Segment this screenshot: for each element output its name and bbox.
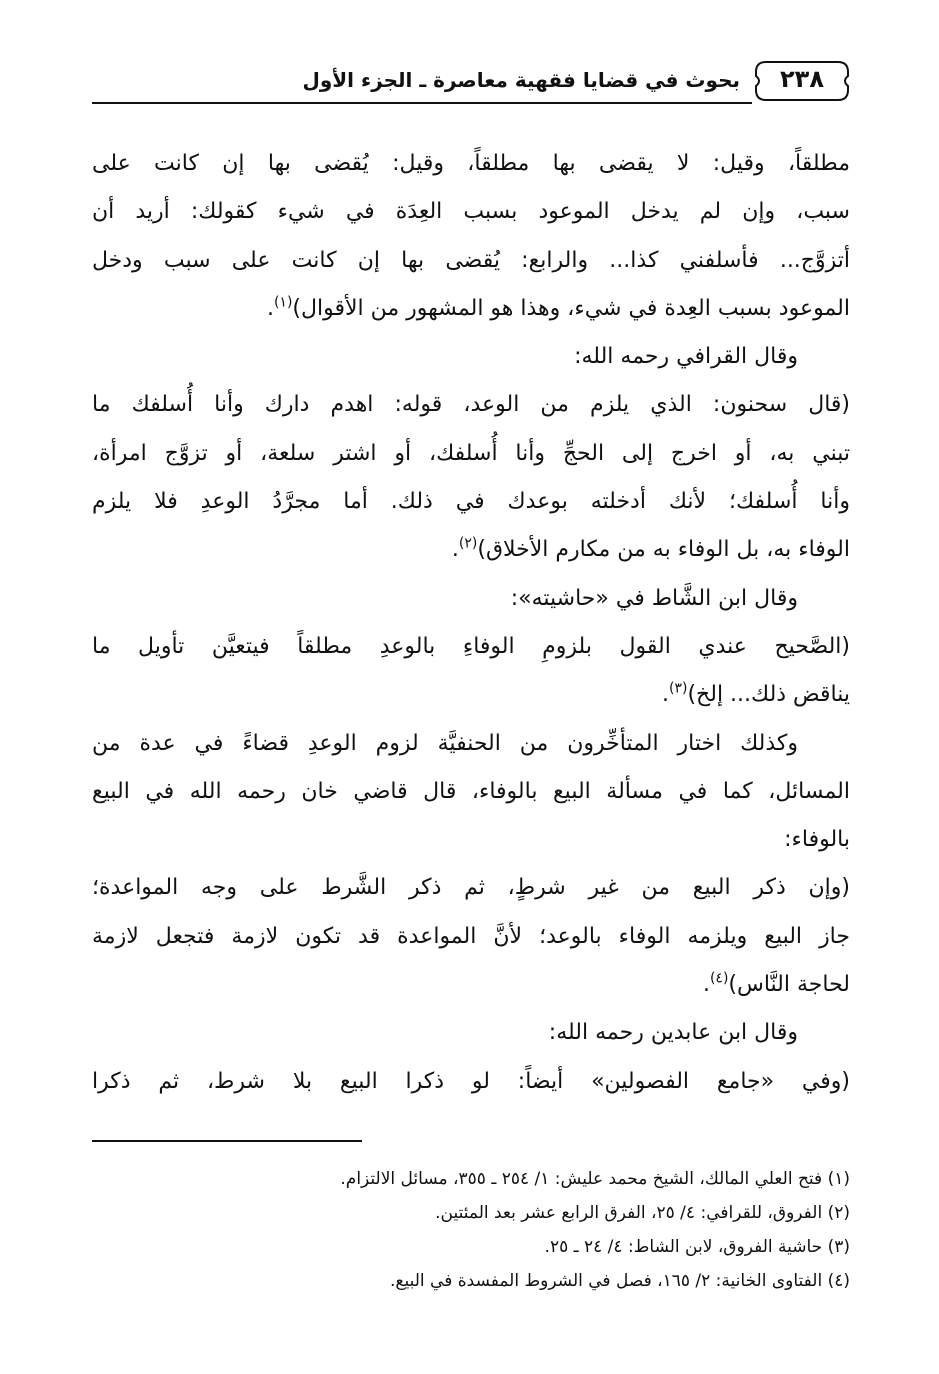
text-line: وقال ابن الشَّاط في «حاشيته»:: [510, 585, 798, 611]
text-line: المسائل، كما في مسألة البيع بالوفاء، قال قاضي خان رحمه الله في البيع: [92, 778, 850, 804]
text-line: الموعود بسبب العِدة في شيء، وهذا هو المشهور من الأقوال)$^{(١)}$.: [266, 294, 850, 321]
text-line: وكذلك اختار المتأخِّرون من الحنفيَّة لزوم الوعدِ قضاءً في عدة من: [92, 730, 798, 756]
text-line: وقال ابن عابدين رحمه الله:: [548, 1020, 798, 1046]
footnote-item: (٢) الفروق، للقرافي: ٤/ ٢٥، الفرق الرابع عشر بعد المئتين.: [435, 1203, 850, 1223]
text-line: (الصَّحيح عندي القول بلزومِ الوفاءِ بالوعدِ مطلقاً فيتعيَّن تأويل ما: [92, 633, 850, 659]
footnote-marker: (٢): [458, 536, 478, 553]
text-line: (وفي «جامع الفصولين» أيضاً: لو ذكرا البيع بلا شرط، ثم ذكرا: [92, 1068, 850, 1094]
footnotes: [92, 1162, 850, 1298]
footnote-marker: (٣): [668, 680, 688, 697]
text-line: (وإن ذكر البيع من غير شرطٍ، ثم ذكر الشَّرط على وجه المواعدة؛: [92, 875, 850, 901]
text-line: أتزوَّج... فأسلفني كذا... والرابع: يُقضى بها إن كانت على سبب ودخل: [92, 247, 850, 273]
header-rule: [92, 102, 752, 104]
page-number-frame: [752, 58, 852, 104]
text-line: وقال القرافي رحمه الله:: [574, 344, 798, 370]
running-title: بحوث في قضايا فقهية معاصرة ـ الجزء الأول: [302, 68, 740, 92]
text-line: جاز البيع ويلزمه الوفاء بالوعد؛ لأنَّ المواعدة قد تكون لازمة فتجعل لازمة: [92, 923, 850, 949]
footnote-marker: (١): [273, 294, 293, 311]
text-line: يناقض ذلك... إلخ)$^{(٣)}$.: [661, 680, 850, 708]
footnote-item: (٣) حاشية الفروق، لابن الشاط: ٤/ ٢٤ ـ ٢٥.: [544, 1237, 850, 1257]
text-line: سبب، وإن لم يدخل الموعود بسبب العِدَة في شيء كقولك: أريد أن: [92, 199, 850, 225]
text-line: بالوفاء:: [784, 827, 850, 853]
text-line: مطلقاً، وقيل: لا يقضى بها مطلقاً، وقيل: يُقضى بها إن كانت على: [92, 151, 850, 176]
footnote-marker: (٤): [709, 970, 729, 987]
page-header: [92, 58, 852, 108]
footnote-item: (٤) الفتاوى الخانية: ٢/ ١٦٥، فصل في الشروط المفسدة في البيع.: [390, 1271, 850, 1291]
page-number: ٢٣٨: [780, 65, 824, 93]
footnote-rule: [92, 1140, 362, 1142]
text-line: لحاجة النَّاس)$^{(٤)}$.: [702, 970, 850, 998]
text-line: الوفاء به، بل الوفاء به من مكارم الأخلاق)$^{(٢)}$.: [451, 536, 850, 563]
text-line: تبني به، أو اخرج إلى الحجِّ وأنا أُسلفك، أو اشتر سلعة، أو تزوَّج امرأة،: [92, 440, 850, 466]
body-text: [92, 140, 850, 1106]
text-line: (قال سحنون: الذي يلزم من الوعد، قوله: اهدم دارك وأنا أُسلفك ما: [92, 392, 850, 418]
text-line: وأنا أُسلفك؛ لأنك أدخلته بوعدك في ذلك. أما مجرَّدُ الوعدِ فلا يلزم: [92, 489, 850, 515]
footnote-item: (١) فتح العلي المالك، الشيخ محمد عليش: ١/ ٢٥٤ ـ ٣٥٥، مسائل الالتزام.: [340, 1169, 850, 1189]
